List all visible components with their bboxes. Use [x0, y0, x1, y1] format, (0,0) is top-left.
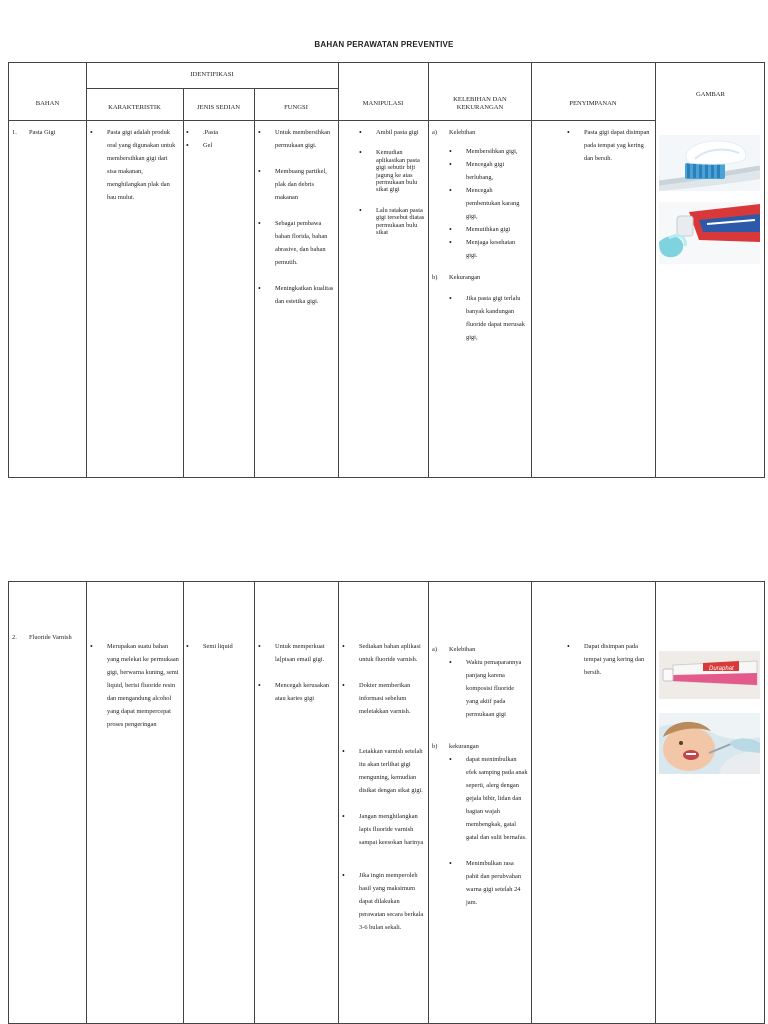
- kelebihan-item: • Memutihkan gigi: [449, 223, 528, 236]
- manipulasi-item: • Jangan menghilangkan lapis fluoride varnish sampai keesokan harinya: [342, 810, 426, 849]
- fungsi-cell: [258, 640, 338, 705]
- duraphat-tube-image: [659, 651, 760, 699]
- penyimpanan-cell: [567, 126, 651, 165]
- squeezed-toothpaste-tube-image: [659, 202, 760, 264]
- kelebihan-label: Kelebihan: [449, 129, 476, 136]
- header-jenis-sediaan: JENIS SEDIAN: [196, 104, 241, 111]
- penyimpanan-item: • Dapat disimpan pada tempat yang kering dan bersih.: [567, 640, 653, 679]
- kelebihan-item: • Mencegah pembentukan karang gigi,: [449, 184, 528, 223]
- document-title: BAHAN PERAWATAN PREVENTIVE: [314, 40, 454, 49]
- kelebihan-item: • Mencegah gigi berlubang,: [449, 158, 528, 184]
- karakteristik-cell: [90, 126, 178, 204]
- manipulasi-item: • Kemudian aplikasikan pasta gigi sebutir biji jagung ke atas permukaan bulu sikat gigi: [359, 149, 425, 193]
- list-marker: b): [432, 274, 438, 281]
- header-penyimpanan: PENYIMPANAN: [569, 100, 617, 107]
- header-manipulasi: MANIPULASI: [362, 100, 404, 107]
- karakteristik-item: • Pasta gigi adalah produk oral yang digunakan untuk membersihkan gigi dari sisa makanan, menghilangkan plak dan bau mulut.: [90, 126, 178, 204]
- list-marker: a): [432, 646, 437, 653]
- jenis-item: • .Pasta: [186, 126, 252, 139]
- jenis-item: • Gel: [186, 139, 252, 152]
- fungsi-item: • Sebagai pembawa bahan florida, bahan abrasive, dan bahan pemutih.: [258, 217, 336, 269]
- kekurangan-item: • dapat menimbulkan efek samping pada anak seperti, alerg dengan gejala bibir, lidan dan bagian wajah membengkak, gatal gatal dan sulit bernafas.: [449, 753, 528, 844]
- header-identifikasi: IDENTIFIKASI: [190, 71, 234, 78]
- table-2: [8, 581, 765, 1024]
- jenis-cell: [186, 640, 252, 653]
- header-karakteristik: KARAKTERISTIK: [108, 104, 161, 111]
- fungsi-item: • Untuk membersihkan permukaan gigi.: [258, 126, 336, 152]
- fungsi-item: • Untuk memperkuat la[pisan email gigi.: [258, 640, 338, 666]
- list-marker: b): [432, 743, 438, 750]
- manipulasi-item: • Sediakan bahan aplikasi untuk fluoride varnish.: [342, 640, 426, 666]
- header-bahan: BAHAN: [35, 100, 60, 107]
- manipulasi-item: • Letakkan varnish setelah itu akan terlihat gigi menguning, kemudian disikat dengan sikat gigi.: [342, 745, 426, 797]
- penyimpanan-cell: [567, 640, 653, 679]
- karakteristik-cell: [90, 640, 180, 731]
- toothbrush-with-paste-image: [659, 135, 760, 191]
- kelebihan-kekurangan-cell: [432, 643, 528, 909]
- jenis-cell: [186, 126, 252, 152]
- fungsi-item: • Membuang partikel, plak dan debris makanan: [258, 165, 336, 204]
- row-number: 2.: [12, 634, 17, 641]
- penyimpanan-item: • Pasta gigi dapat disimpan pada tempat yag kering dan bersih.: [567, 126, 651, 165]
- header-kelebihan-kekurangan: KELEBIHAN DAN KEKURANGAN: [453, 96, 507, 111]
- kelebihan-label: Kelebihan: [449, 646, 476, 653]
- kekurangan-label: kekurangan: [449, 743, 479, 750]
- bahan-name: Fluoride Varnish: [29, 634, 72, 641]
- kekurangan-item: • Jika pasta gigi terlalu banyak kandungan fluoride dapat merusak gigi,: [449, 292, 528, 344]
- kelebihan-item: • Menjaga kesehatan gigi.: [449, 236, 528, 262]
- fungsi-cell: [258, 126, 336, 308]
- kelebihan-kekurangan-cell: [432, 126, 528, 344]
- kekurangan-item: • Menimbulkan rasa pahit dan perubvahan warna gigi setelah 24 jam.: [449, 857, 528, 909]
- manipulasi-item: • Jika ingin memperoleh hasil yang maksimum dapat dilakukan perawatan secara berkala 3-6 bulan sekali.: [342, 869, 426, 934]
- manipulasi-cell: [342, 640, 426, 934]
- table-1: [8, 62, 765, 478]
- manipulasi-item: • Dokter memberikan informasi sebelum meletakkan varnish.: [342, 679, 426, 718]
- kekurangan-label: Kekurangan: [449, 274, 481, 281]
- fungsi-item: • Mencegah kerusakan atau karies gigi: [258, 679, 338, 705]
- header-fungsi: FUNGSI: [284, 104, 308, 111]
- header-gambar: GAMBAR: [696, 91, 725, 98]
- kelebihan-item: • Membersihkan gigi,: [449, 145, 528, 158]
- jenis-item: • Semi liquid: [186, 640, 252, 653]
- list-marker: a): [432, 129, 437, 136]
- manipulasi-cell: [359, 129, 425, 236]
- row-number: 1.: [12, 129, 17, 136]
- karakteristik-item: • Merupakan suatu bahan yang melekat ke permukaan gigi, berwarna kuning, semi liquid, berisi fluoride resin dan mengandung alcohol yang dapat mempercepat proses pengeringan: [90, 640, 180, 731]
- child-dental-treatment-image: [659, 713, 760, 774]
- kelebihan-item: • Waktu pemaparannya panjang karena komposisi fluoride yang aktif pada permukaan gigi: [449, 656, 528, 721]
- bahan-name: Pasta Gigi: [29, 129, 56, 136]
- duraphat-label: Duraphat: [709, 666, 734, 672]
- manipulasi-item: • Ambil pasta gigi: [359, 129, 425, 136]
- fungsi-item: • Meningkatkan kualitas dan estetika gigi.: [258, 282, 336, 308]
- manipulasi-item: • Lalu ratakan pasta gigi tersebut diatas permukaan bulu sikat: [359, 207, 425, 237]
